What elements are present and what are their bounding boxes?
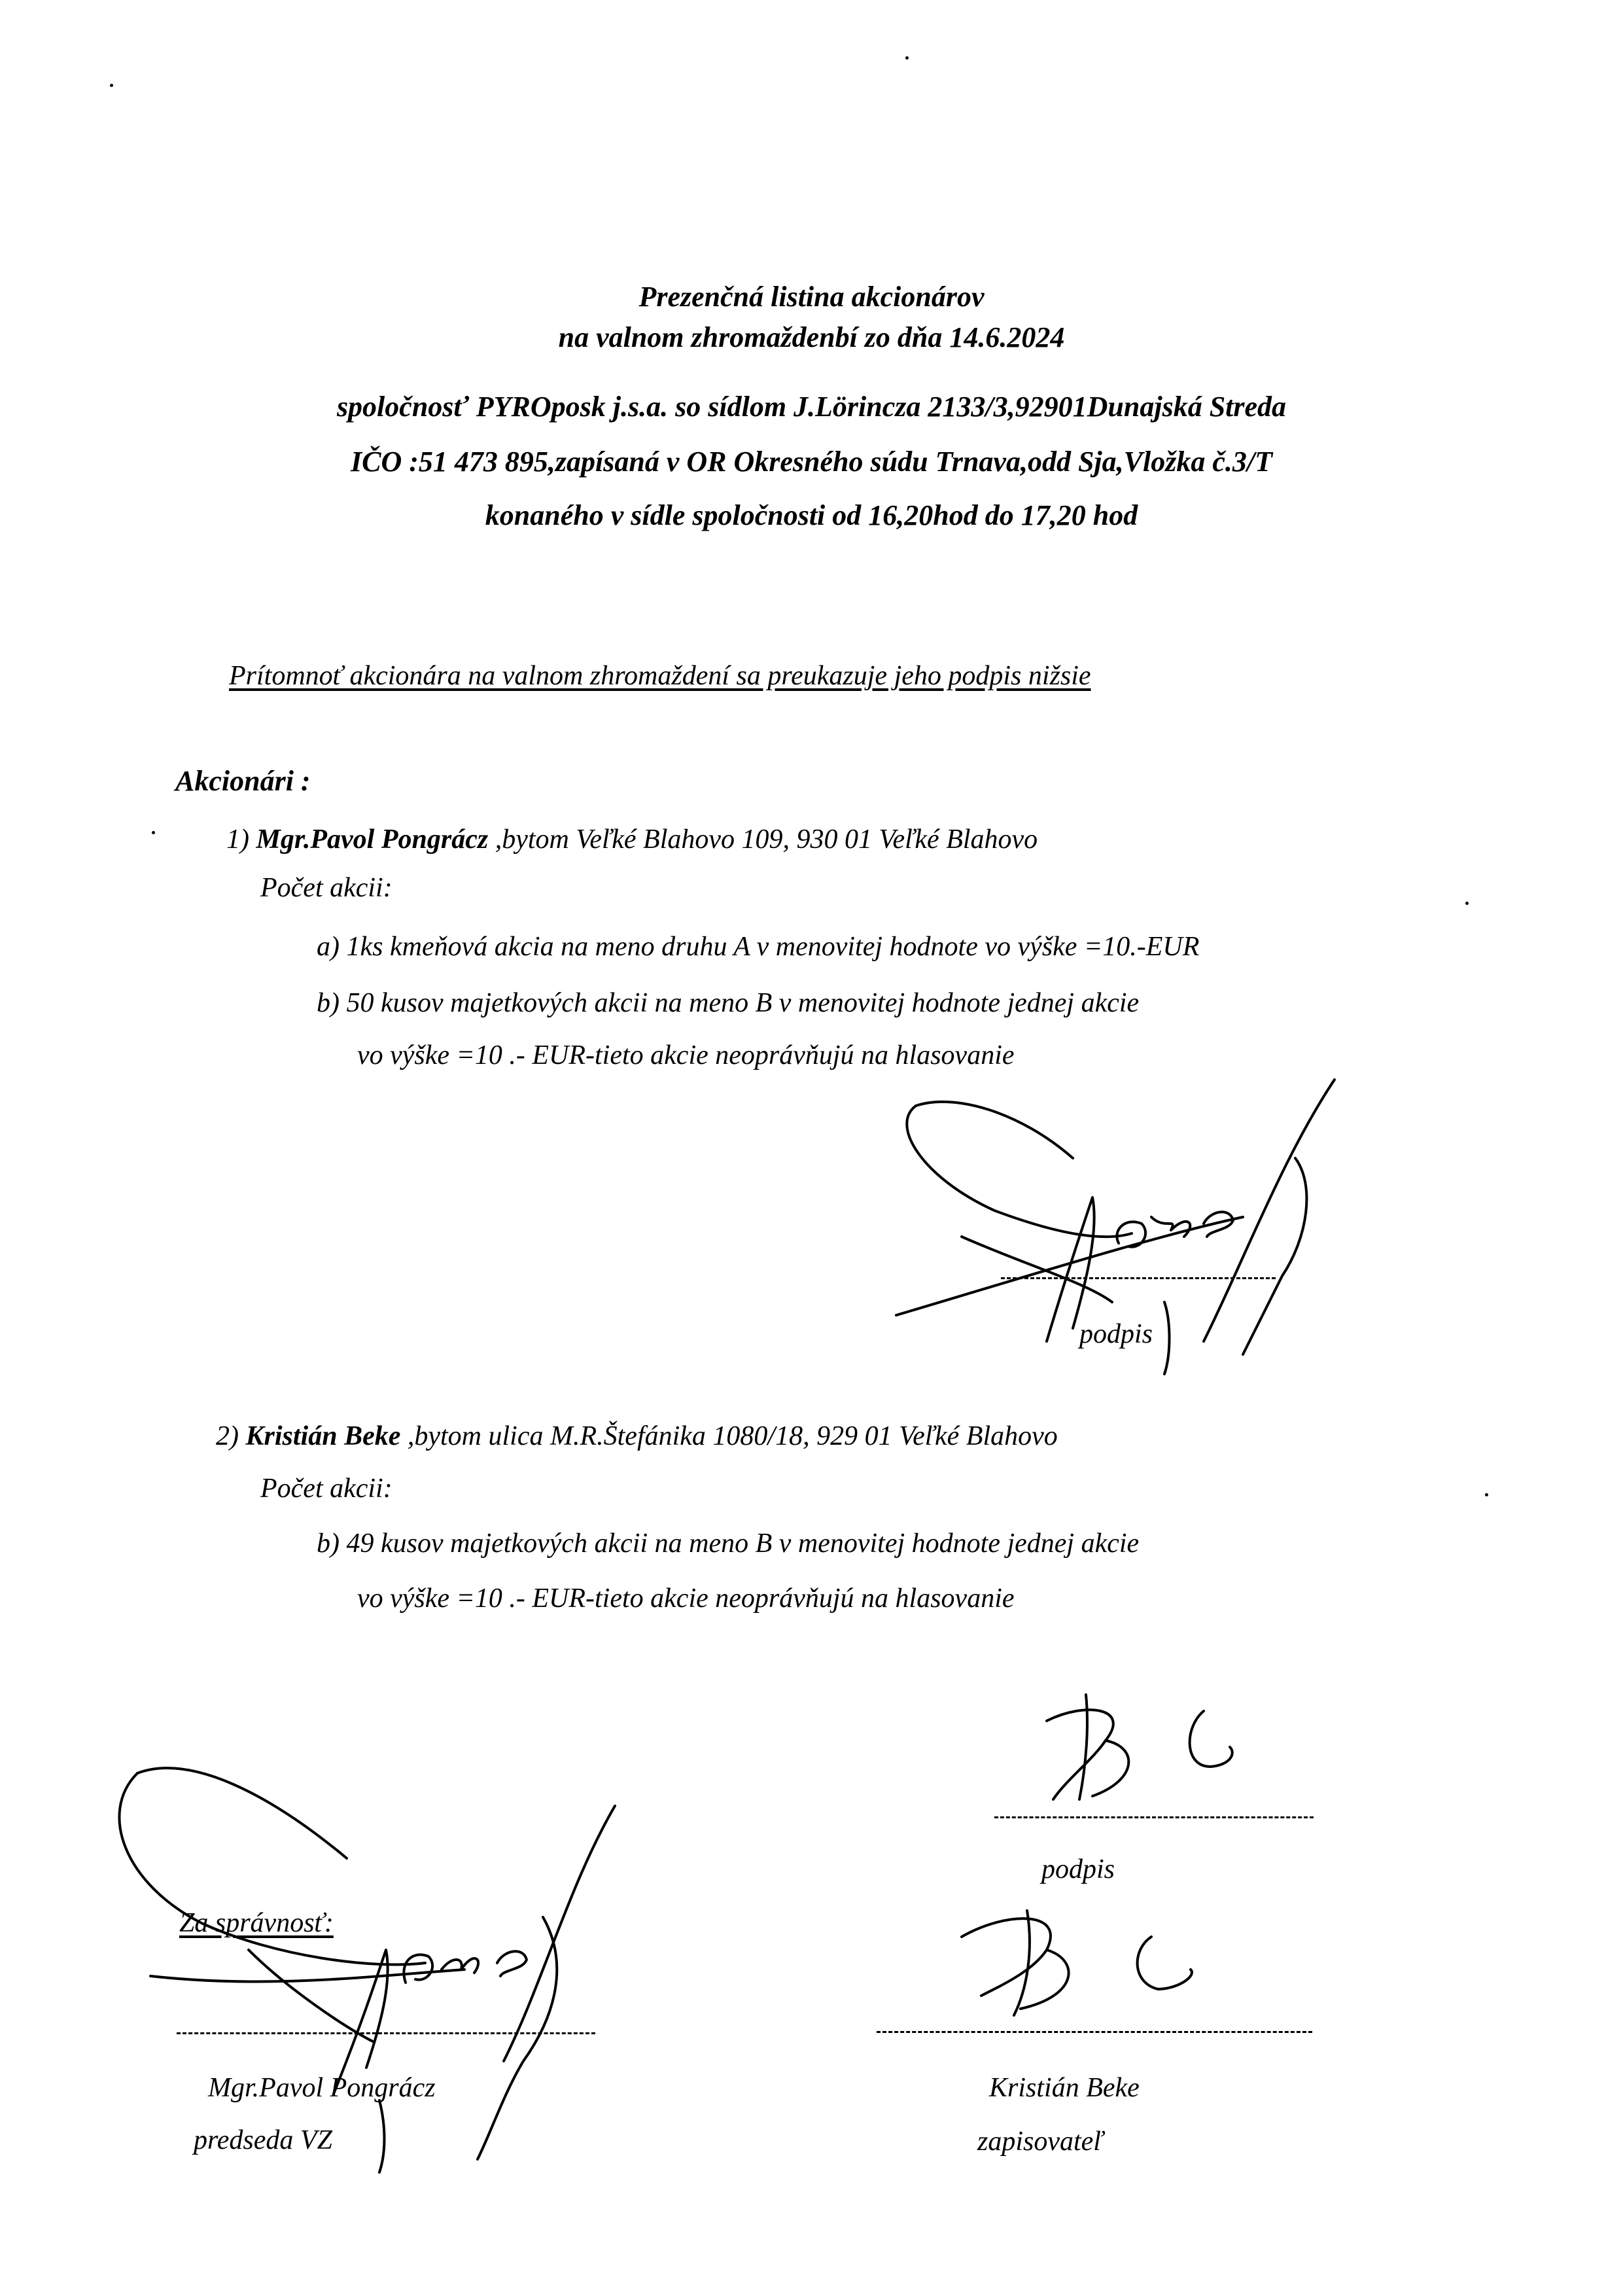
recorder-name: Kristián Beke <box>989 2073 1140 2103</box>
signature-line <box>1001 1277 1276 1279</box>
recorder-signature <box>949 1898 1223 2028</box>
share-item-b-continued: vo výške =10 .- EUR-tieto akcie neoprávňujú na hlasovanie <box>357 1040 1015 1070</box>
scan-speck <box>1485 1493 1488 1496</box>
shareholder-address: ,bytom ulica M.R.Štefánika 1080/18, 929 01 Veľké Blahovo <box>400 1421 1058 1451</box>
company-registration-line: IČO :51 473 895,zapísaná v OR Okresného súdu Trnava,odd Sja,Vložka č.3/T <box>351 446 1272 478</box>
recorder-role: zapisovateľ <box>977 2127 1104 2157</box>
scan-speck <box>1465 902 1469 905</box>
share-item-b-continued: vo výške =10 .- EUR-tieto akcie neoprávňujú na hlasovanie <box>357 1583 1015 1614</box>
attendance-notice: Prítomnoť akcionára na valnom zhromaždení sa preukazuje jeho podpis nižsie <box>229 661 1091 691</box>
shareholder-number: 1) <box>226 824 249 855</box>
signature-label: podpis <box>1041 1854 1115 1884</box>
shareholders-heading: Akcionári : <box>175 765 311 797</box>
shareholder-2-line <box>216 1422 1058 1450</box>
document-title: Prezenčná listina akcionárov <box>638 281 985 313</box>
meeting-date-line: na valnom zhromaždenbí zo dňa 14.6.2024 <box>558 321 1065 353</box>
shareholder-name: Mgr.Pavol Pongrácz <box>256 824 489 855</box>
chair-role: predseda VZ <box>194 2125 332 2155</box>
shareholder-2-signature <box>1034 1688 1256 1812</box>
signature-line <box>177 2032 595 2034</box>
share-item-b: b) 50 kusov majetkových akcii na meno B v menovitej hodnote jednej akcie <box>317 988 1140 1018</box>
scan-speck <box>110 84 113 87</box>
chair-name: Mgr.Pavol Pongrácz <box>208 2073 436 2103</box>
signature-label: podpis <box>1079 1319 1153 1349</box>
company-line: spoločnosť PYROposk j.s.a. so sídlom J.Lörincza 2133/3,92901Dunajská Streda <box>336 391 1287 423</box>
share-item-a: a) 1ks kmeňová akcia na meno druhu A v menovitej hodnote vo výške =10.-EUR <box>317 932 1200 962</box>
shareholder-number: 2) <box>216 1421 239 1451</box>
scan-speck <box>905 56 909 60</box>
shares-count-label: Počet akcii: <box>260 873 393 903</box>
scan-speck <box>152 831 155 834</box>
shares-count-label: Počet akcii: <box>260 1474 393 1504</box>
share-item-b: b) 49 kusov majetkových akcii na meno B v menovitej hodnote jednej akcie <box>317 1528 1140 1559</box>
shareholder-1-line <box>226 826 1038 853</box>
signature-line <box>994 1816 1314 1818</box>
verification-label: Za správnosť: <box>179 1908 334 1938</box>
signature-line <box>877 2031 1312 2033</box>
shareholder-address: ,bytom Veľké Blahovo 109, 930 01 Veľké Blahovo <box>488 824 1038 855</box>
shareholder-name: Kristián Beke <box>245 1421 401 1451</box>
meeting-time-line: konaného v sídle spoločnosti od 16,20hod do 17,20 hod <box>485 499 1138 531</box>
chair-signature <box>98 1754 635 2172</box>
